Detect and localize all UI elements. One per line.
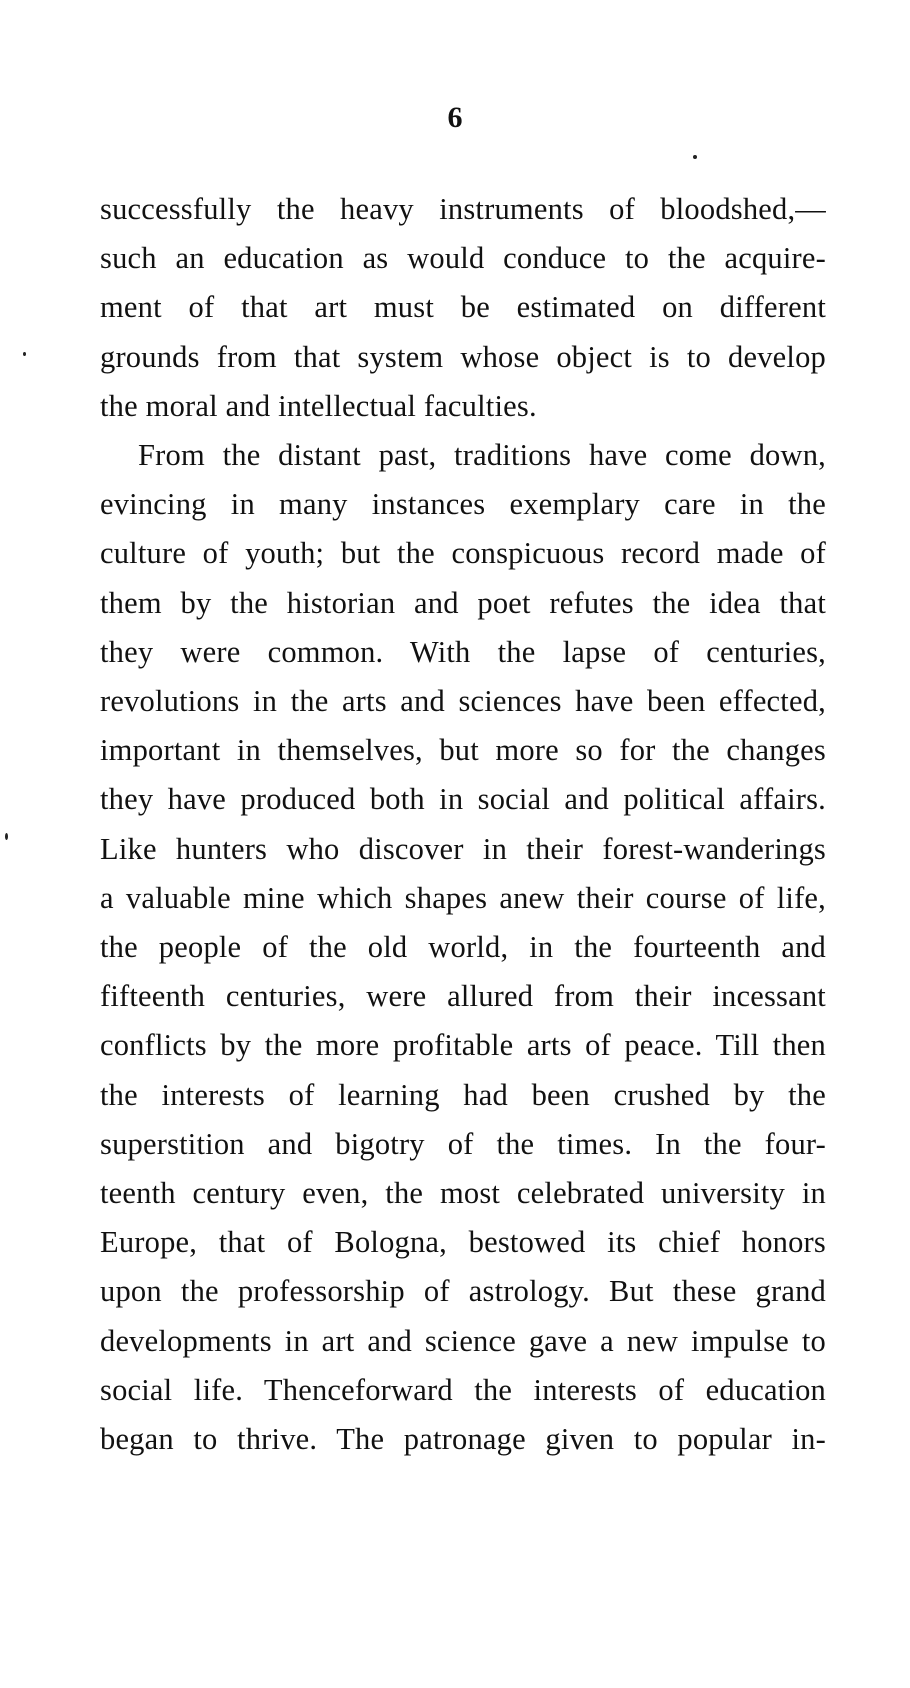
scan-speck [5,833,8,840]
text-line: the people of the old world, in the fourteenth and [100,930,826,965]
text-line: the moral and intellectual faculties. [100,388,537,423]
text-line: ment of that art must be estimated on different [100,290,826,325]
text-line: culture of youth; but the conspicuous record made of [100,536,826,571]
text-line: teenth century even, the most celebrated university in [100,1176,826,1211]
text-line: conflicts by the more profitable arts of peace. Till then [100,1028,826,1063]
text-line: superstition and bigotry of the times. In the four- [100,1126,826,1161]
paragraph-1 [100,185,826,431]
text-line: upon the professorship of astrology. But these grand [100,1274,826,1309]
text-line: evincing in many instances exemplary care in the [100,487,826,522]
text-line: successfully the heavy instruments of bloodshed,— [100,192,826,226]
scan-speck [23,352,26,356]
text-line: social life. Thenceforward the interests of education [100,1372,826,1407]
text-line: revolutions in the arts and sciences have been effected, [100,684,826,719]
text-line: Like hunters who discover in their forest-wanderings [100,831,826,866]
text-line: they were common. With the lapse of centuries, [100,634,826,669]
text-line: them by the historian and poet refutes the idea that [100,585,826,620]
text-line: Europe, that of Bologna, bestowed its chief honors [100,1225,826,1260]
text-line: the interests of learning had been crushed by the [100,1077,826,1112]
text-line: grounds from that system whose object is to develop [100,339,826,374]
scan-speck [693,155,697,159]
page-number: 6 [447,101,463,134]
text-line: important in themselves, but more so for the changes [100,733,826,768]
text-line: a valuable mine which shapes anew their course of life, [100,880,826,915]
text-line: From the distant past, traditions have come down, [138,438,826,472]
text-line: such an education as would conduce to the acquire- [100,241,826,276]
text-line: began to thrive. The patronage given to popular in- [100,1422,826,1457]
text-line: developments in art and science gave a new impulse to [100,1323,826,1358]
paragraph-2 [100,431,826,1464]
text-line: fifteenth centuries, were allured from their incessant [100,979,826,1014]
text-line: they have produced both in social and political affairs. [100,782,826,817]
